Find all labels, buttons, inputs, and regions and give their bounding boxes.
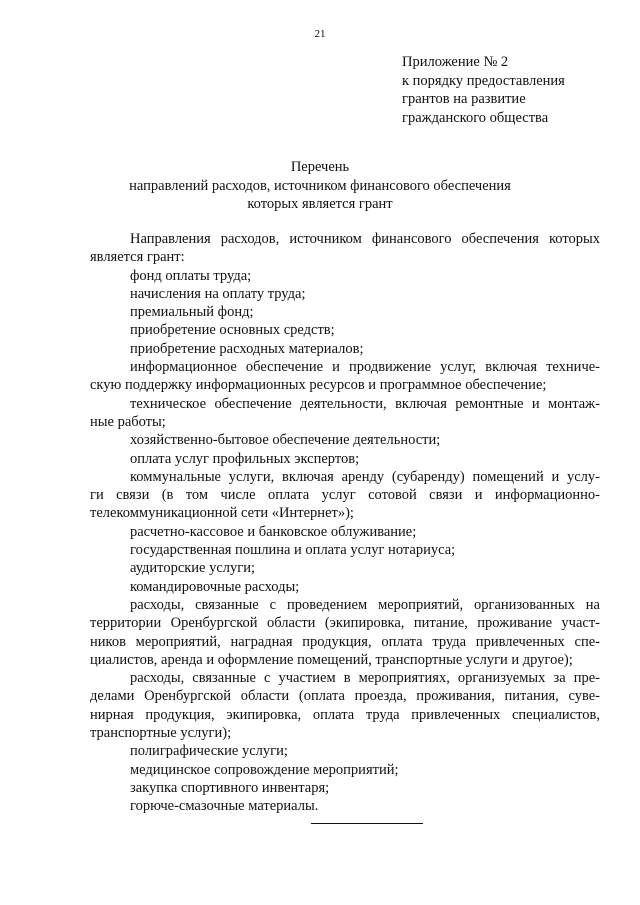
- list-item-continuation: ные работы;: [90, 413, 166, 430]
- appendix-line: к порядку предоставления: [402, 72, 565, 89]
- appendix-line: грантов на развитие: [402, 91, 526, 107]
- list-item-continuation: делами Оренбургской области (оплата проезда, проживания, питания, суве-: [90, 688, 600, 705]
- appendix-line: Приложение № 2: [402, 54, 509, 70]
- list-item: информационное обеспечение и продвижение услуг, включая техниче-: [130, 359, 600, 376]
- list-item: приобретение основных средств;: [130, 322, 335, 339]
- list-item: закупка спортивного инвентаря;: [130, 779, 330, 796]
- list-item: начисления на оплату труда;: [130, 285, 306, 302]
- body-line: Направления расходов, источником финансового обеспечения которых: [130, 231, 600, 247]
- list-item: приобретение расходных материалов;: [130, 340, 364, 357]
- list-item: горюче-смазочные материалы.: [130, 798, 319, 815]
- list-item-continuation: скую поддержку информационных ресурсов и программное обеспечение;: [90, 377, 547, 394]
- list-item: коммунальные услуги, включая аренду (субаренду) помещений и услу-: [130, 468, 600, 485]
- list-item: хозяйственно-бытовое обеспечение деятельности;: [130, 432, 441, 449]
- list-item: медицинское сопровождение мероприятий;: [130, 761, 399, 778]
- closing-separator-line: [311, 823, 423, 824]
- document-title: [0, 158, 640, 214]
- list-item: полиграфические услуги;: [130, 743, 288, 760]
- expense-directions-list: [90, 230, 600, 816]
- list-item: премиальный фонд;: [130, 304, 254, 321]
- title-line: направлений расходов, источником финансового обеспечения: [129, 177, 511, 194]
- list-item-continuation: ников мероприятий, наградная продукция, оплата труда привлеченных спе-: [90, 633, 600, 650]
- page-number: 21: [314, 28, 326, 40]
- list-item: расходы, связанные с участием в мероприятиях, организуемых за пре-: [130, 670, 600, 687]
- list-item: командировочные расходы;: [130, 578, 300, 595]
- list-item-continuation: ги связи (в том числе оплата услуг сотовой связи и информационно-: [90, 487, 600, 504]
- list-item: техническое обеспечение деятельности, включая ремонтные и монтаж-: [130, 395, 600, 412]
- list-item-continuation: циалистов, аренда и оформление помещений, транспортные услуги и другое);: [90, 651, 573, 668]
- list-item-continuation: нирная продукция, экипировка, оплата труда привлеченных специалистов,: [90, 706, 600, 723]
- title-line: которых является грант: [247, 196, 393, 212]
- list-item: аудиторские услуги;: [130, 560, 256, 577]
- list-item-continuation: телекоммуникационной сети «Интернет»);: [90, 505, 354, 522]
- appendix-header: [402, 53, 565, 127]
- list-item: расчетно-кассовое и банковское облуживание;: [130, 523, 417, 540]
- list-item: государственная пошлина и оплата услуг нотариуса;: [130, 542, 456, 559]
- list-item-continuation: транспортные услуги);: [90, 725, 232, 742]
- appendix-line: гражданского общества: [402, 109, 549, 126]
- list-item: фонд оплаты труда;: [130, 267, 252, 284]
- list-item: оплата услуг профильных экспертов;: [130, 450, 360, 467]
- title-line: Перечень: [290, 159, 350, 175]
- list-item-continuation: территории Оренбургской области (экипировка, питание, проживание участ-: [90, 615, 600, 632]
- body-line: является грант:: [90, 249, 185, 266]
- list-item: расходы, связанные с проведением мероприятий, организованных на: [130, 596, 600, 613]
